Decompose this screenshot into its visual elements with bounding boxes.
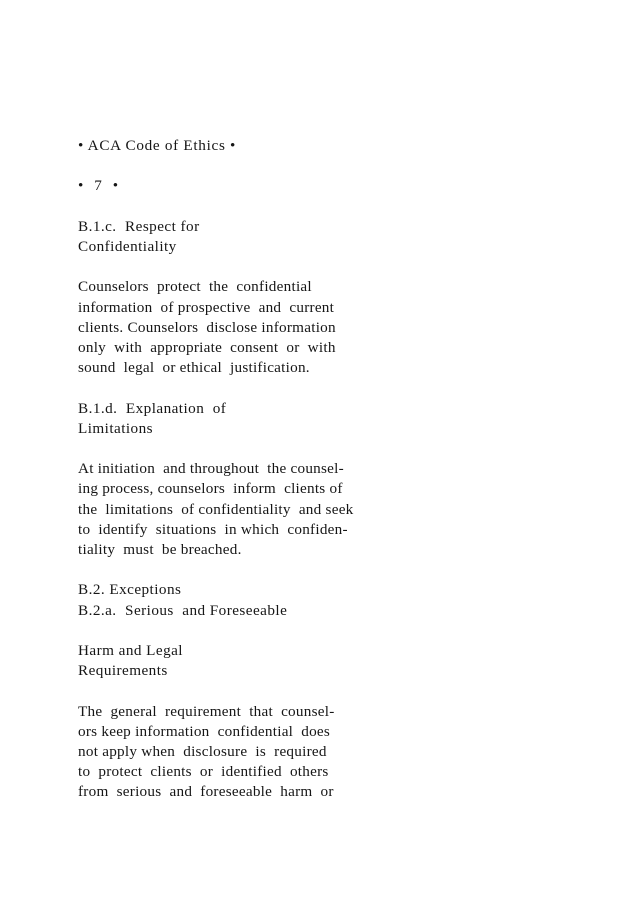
- text-line: to protect clients or identified others: [78, 763, 329, 781]
- page-number-line: • 7 •: [78, 177, 120, 195]
- heading-line: Limitations: [78, 419, 153, 437]
- block-folio: [78, 176, 408, 196]
- heading-line: B.1.d. Explanation of: [78, 399, 227, 417]
- heading-line: B.2. Exceptions: [78, 581, 182, 599]
- paragraph-gap: [78, 681, 408, 701]
- block-body-b2a: [78, 702, 408, 803]
- paragraph-gap: [78, 560, 408, 580]
- block-heading-b2: [78, 580, 408, 620]
- heading-line: Harm and Legal: [78, 641, 183, 659]
- text-line: tiality must be breached.: [78, 540, 242, 558]
- heading-line: B.2.a. Serious and Foreseeable: [78, 601, 288, 619]
- block-body-b1c: [78, 277, 408, 378]
- text-line: sound legal or ethical justification.: [78, 359, 310, 377]
- block-heading-b1d: [78, 399, 408, 439]
- text-line: • ACA Code of Ethics •: [78, 137, 237, 154]
- text-line: At initiation and throughout the counsel-: [78, 460, 344, 478]
- text-line: not apply when disclosure is required: [78, 742, 327, 760]
- text-line: Counselors protect the confidential: [78, 278, 312, 296]
- text-line: to identify situations in which confiden-: [78, 520, 348, 538]
- text-line: from serious and foreseeable harm or: [78, 783, 334, 801]
- paragraph-gap: [78, 378, 408, 398]
- heading-line: Requirements: [78, 662, 168, 680]
- paragraph-gap: [78, 257, 408, 277]
- paragraph-gap: [78, 197, 408, 217]
- paragraph-gap: [78, 156, 408, 176]
- block-heading-b1c: [78, 217, 408, 257]
- text-line: The general requirement that counsel-: [78, 702, 335, 720]
- text-line: information of prospective and current: [78, 298, 335, 316]
- text-line: clients. Counselors disclose information: [78, 318, 336, 336]
- text-line: the limitations of confidentiality and seek: [78, 500, 354, 518]
- text-column: [78, 136, 408, 803]
- text-line: ors keep information confidential does: [78, 722, 331, 740]
- text-line: only with appropriate consent or with: [78, 338, 336, 356]
- paragraph-gap: [78, 439, 408, 459]
- block-heading-b2a-continued: [78, 641, 408, 681]
- text-line: ing process, counselors inform clients of: [78, 480, 343, 498]
- block-body-b1d: [78, 459, 408, 560]
- heading-line: Confidentiality: [78, 237, 177, 255]
- block-running-head: [78, 136, 408, 156]
- heading-line: B.1.c. Respect for: [78, 217, 200, 235]
- paragraph-gap: [78, 621, 408, 641]
